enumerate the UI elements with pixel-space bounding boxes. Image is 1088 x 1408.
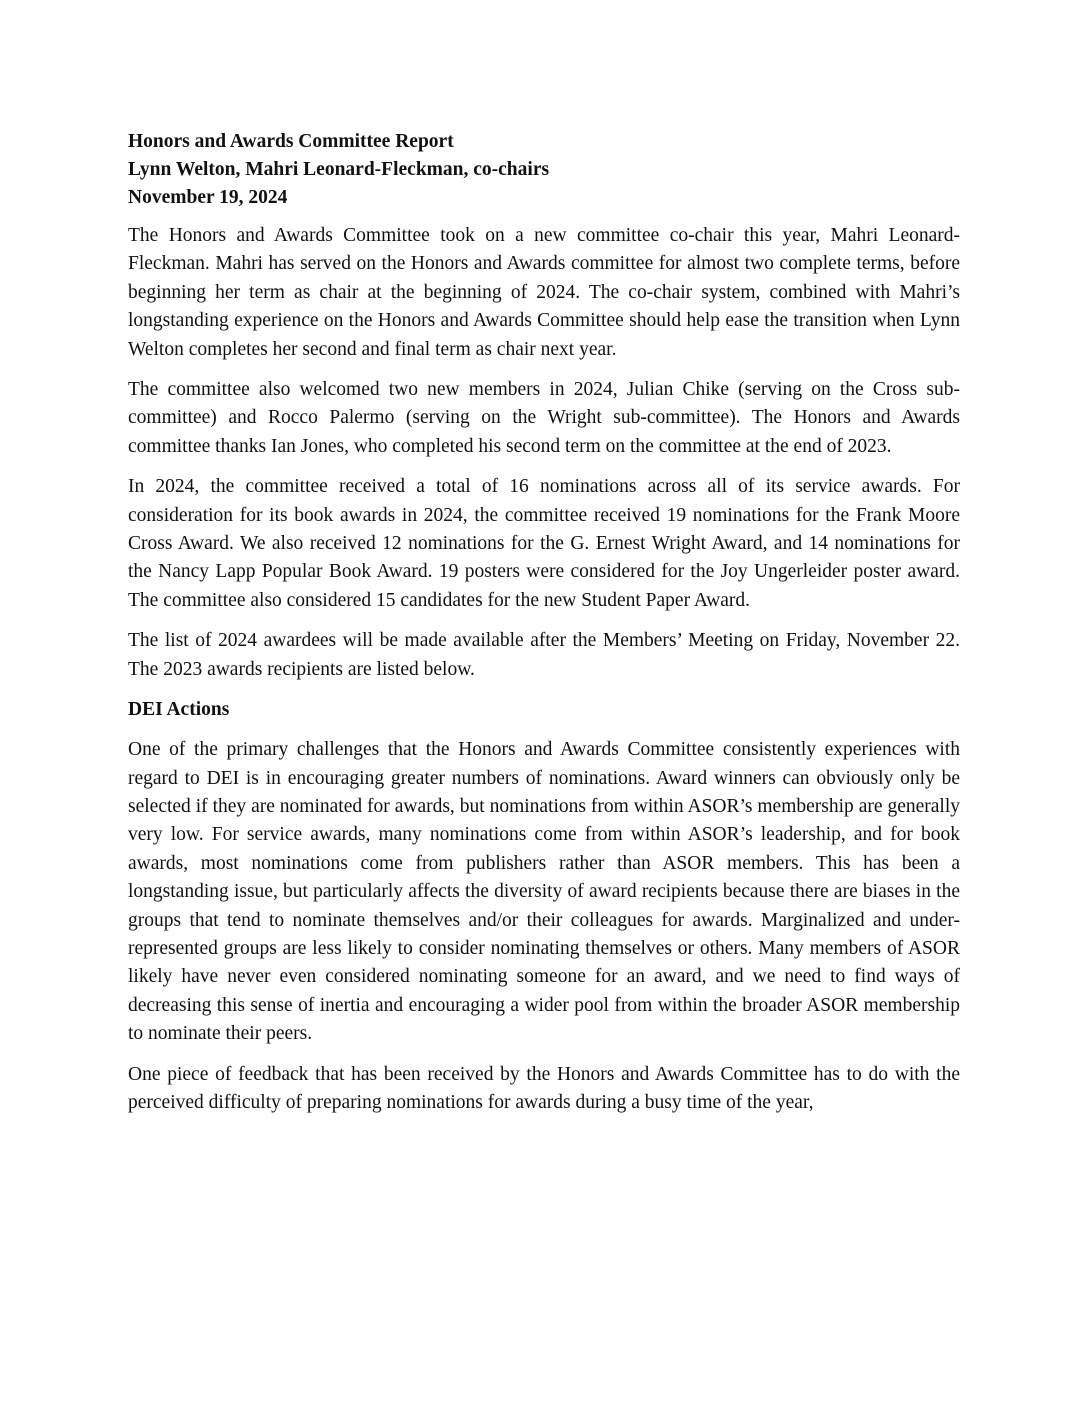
paragraph-awardees: The list of 2024 awardees will be made available after the Members’ Meeting on Friday, November 22. The 2023 awards recipients are listed below.	[128, 630, 960, 680]
report-header	[128, 128, 960, 212]
paragraph-dei-feedback: One piece of feedback that has been received by the Honors and Awards Committee has to do with the perceived difficulty of preparing nominations for awards during a busy time of the year,	[128, 1063, 960, 1113]
paragraph-nominations: In 2024, the committee received a total of 16 nominations across all of its service awards. For consideration for its book awards in 2024, the committee received 19 nominations for the Frank Moore Cross Award. We also received 12 nominations for the G. Ernest Wright Award, and 14 nominations for the Nancy Lapp Popular Book Award. 19 posters were considered for the Joy Ungerleider poster award. The committee also considered 15 candidates for the new Student Paper Award.	[128, 476, 960, 611]
paragraph-cochair: The Honors and Awards Committee took on a new committee co-chair this year, Mahri Leonard-Fleckman. Mahri has served on the Honors and Awards committee for almost two complete terms, before beginning her term as chair at the beginning of 2024. The co-chair system, combined with Mahri’s longstanding experience on the Honors and Awards Committee should help ease the transition when Lynn Welton completes her second and final term as chair next year.	[128, 225, 960, 360]
report-chairs: Lynn Welton, Mahri Leonard-Fleckman, co-chairs	[128, 159, 550, 180]
paragraph-new-members: The committee also welcomed two new members in 2024, Julian Chike (serving on the Cross sub-committee) and Rocco Palermo (serving on the Wright sub-committee). The Honors and Awards committee thanks Ian Jones, who completed his second term on the committee at the end of 2023.	[128, 379, 960, 457]
document-page	[128, 128, 960, 1129]
report-date: November 19, 2024	[128, 187, 288, 208]
dei-heading: DEI Actions	[128, 699, 230, 721]
report-title: Honors and Awards Committee Report	[128, 131, 454, 152]
paragraph-dei-challenges: One of the primary challenges that the Honors and Awards Committee consistently experiences with regard to DEI is in encouraging greater numbers of nominations. Award winners can obviously only be selected if they are nominated for awards, but nominations from within ASOR’s membership are generally very low. For service awards, many nominations come from within ASOR’s leadership, and for book awards, most nominations come from publishers rather than ASOR members. This has been a longstanding issue, but particularly affects the diversity of award recipients because there are biases in the groups that tend to nominate themselves and/or their colleagues for awards. Marginalized and under-represented groups are less likely to consider nominating themselves or others. Many members of ASOR likely have never even considered nominating someone for an award, and we need to find ways of decreasing this sense of inertia and encouraging a wider pool from within the broader ASOR membership to nominate their peers.	[128, 739, 960, 1045]
